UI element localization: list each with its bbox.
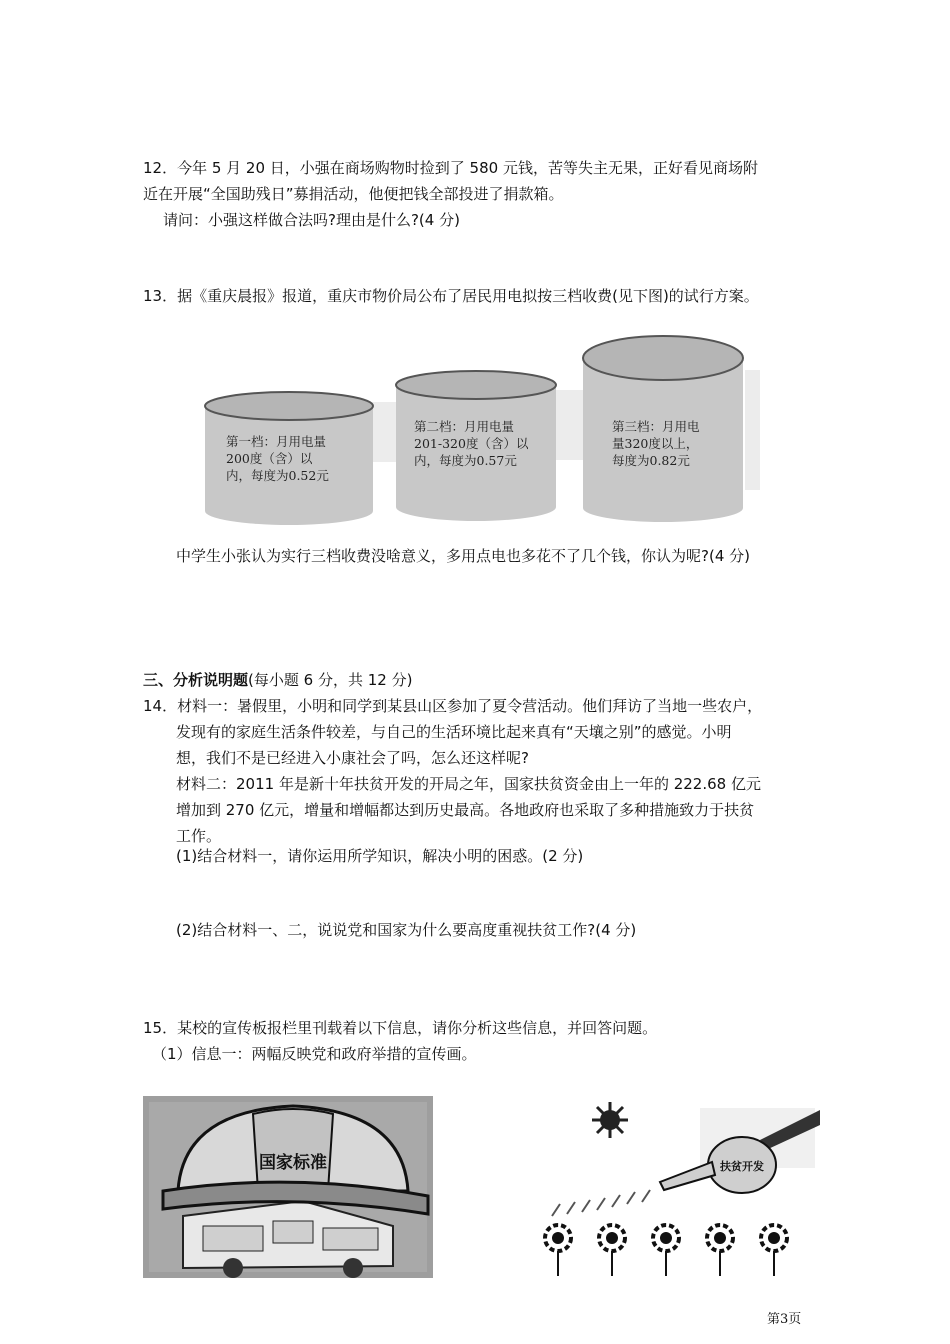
q14-line-1: 14．材料一：暑假里，小明和同学到某县山区参加了夏令营活动。他们拜访了当地一些农户， xyxy=(143,697,763,715)
q14-sub-question-1: (1)结合材料一，请你运用所学知识，解决小明的困惑。(2 分) xyxy=(176,847,584,865)
q15-line-2: （1）信息一：两幅反映党和政府举措的宣传画。 xyxy=(152,1045,477,1063)
helmet-label: 国家标准 xyxy=(259,1153,327,1173)
sun-icon xyxy=(592,1102,628,1138)
section-3-title-rest: (每小题 6 分，共 12 分) xyxy=(248,671,413,689)
section-3-title-bold: 三、分析说明题 xyxy=(143,671,249,689)
section-3-title xyxy=(143,670,412,690)
tier-1-label: 第一档：月用电量 200度（含）以 内，每度为0.52元 xyxy=(226,434,329,483)
q12-line-1: 12．今年 5 月 20 日，小强在商场购物时捡到了 580 元钱，苦等失主无果，正好看见商场附 xyxy=(143,159,758,177)
watering-sunflowers-poster-image xyxy=(530,1100,820,1278)
q14-line-5: 增加到 270 亿元，增量和增幅都达到历史最高。各地政府也采取了多种措施致力于扶贫 xyxy=(176,801,755,819)
helmet-bus-poster-image xyxy=(143,1096,433,1278)
q14-line-2: 发现有的家庭生活条件较差，与自己的生活环境比起来真有“天壤之别”的感觉。小明 xyxy=(176,723,732,741)
tier-2-label: 第二档：月用电量 201-320度（含）以 内，每度为0.57元 xyxy=(414,419,529,468)
q15-line-1: 15．某校的宣传板报栏里刊载着以下信息，请你分析这些信息，并回答问题。 xyxy=(143,1019,658,1037)
q13-line-1: 13．据《重庆晨报》报道，重庆市物价局公布了居民用电拟按三档收费(见下图)的试行方案。 xyxy=(143,287,759,305)
watering-can-label: 扶贫开发 xyxy=(720,1160,764,1173)
q12-line-2: 近在开展“全国助残日”募捐活动，他便把钱全部投进了捐款箱。 xyxy=(143,185,564,203)
q14-sub-question-2: (2)结合材料一、二，说说党和国家为什么要高度重视扶贫工作?(4 分) xyxy=(176,921,637,939)
q14-line-4: 材料二：2011 年是新十年扶贫开发的开局之年，国家扶贫资金由上一年的 222.68 亿元 xyxy=(176,775,761,793)
q13-question: 中学生小张认为实行三档收费没啥意义，多用点电也多花不了几个钱，你认为呢?(4 分) xyxy=(176,547,750,565)
page-number: 第3页 xyxy=(767,1312,802,1327)
tier-3-label: 第三档：月用电 量320度以上， 每度为0.82元 xyxy=(612,419,700,468)
q12-question: 请问：小强这样做合法吗?理由是什么?(4 分) xyxy=(163,211,460,229)
q14-line-3: 想，我们不是已经进入小康社会了吗，怎么还这样呢? xyxy=(176,749,529,767)
q14-line-6: 工作。 xyxy=(176,827,222,845)
